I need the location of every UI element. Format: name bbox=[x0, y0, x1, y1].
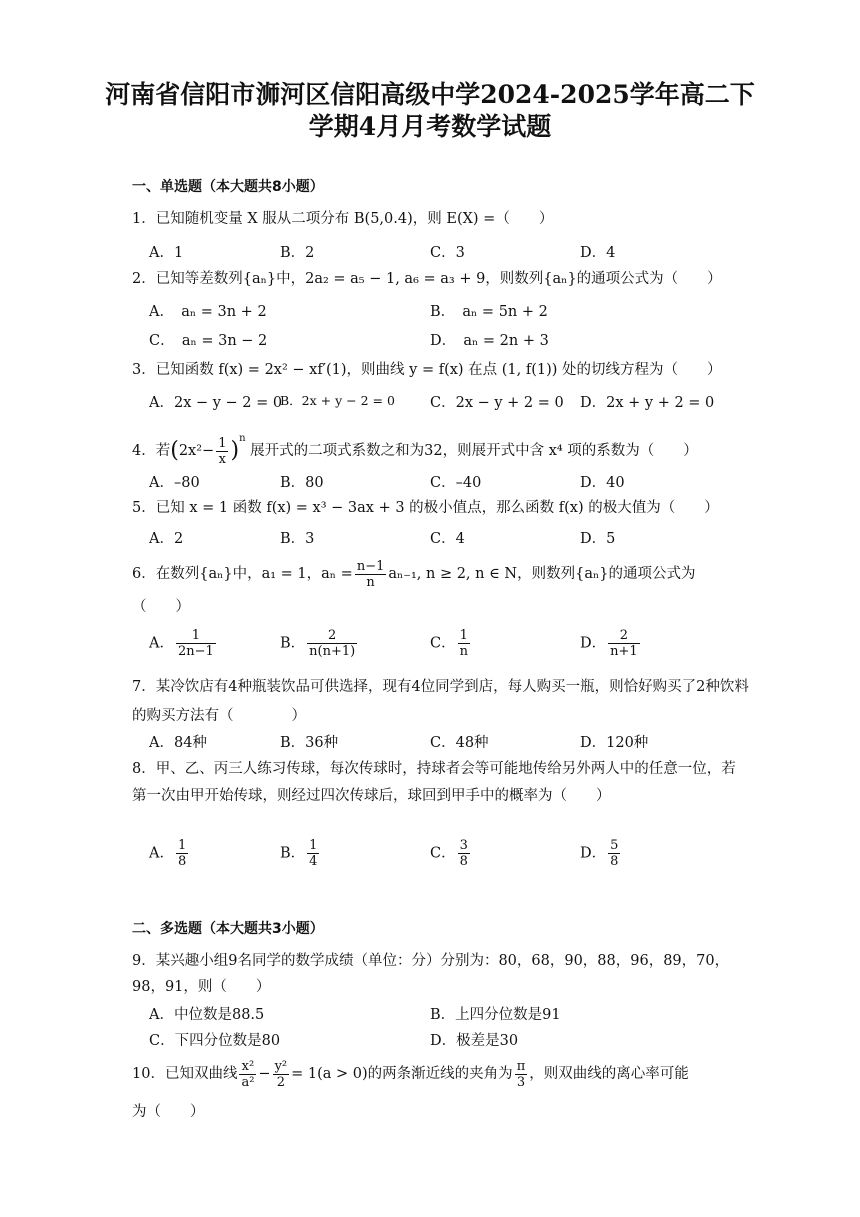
question-number: 10． bbox=[132, 1066, 165, 1082]
q8-option-c-fraction: $\frac{3}{8}$ bbox=[459, 838, 468, 869]
q8-option-b: B． $\frac{1}{4}$ bbox=[280, 838, 318, 869]
question-stem: 已知函数 f(x) = 2x² − xf′(1)，则曲线 y = f(x) 在点 (1, f(1)) 处的切线方程为（ ） bbox=[155, 362, 722, 378]
question-stem-prefix: 若 bbox=[155, 443, 171, 459]
q4-option-d: D．40 bbox=[580, 475, 625, 491]
q3-option-c: C．2x − y + 2 = 0 bbox=[430, 395, 564, 411]
question-10-continuation: 为（ ） bbox=[132, 1104, 205, 1120]
question-stem: 已知随机变量 X 服从二项分布 B(5,0.4)，则 E(X) =（ ） bbox=[155, 211, 554, 227]
question-1 bbox=[132, 208, 750, 230]
q9-option-a: A．中位数是88.5 bbox=[149, 1007, 265, 1023]
question-stem: 某冷饮店有4种瓶装饮品可供选择，现有4位同学到店，每人购买一瓶，则恰好购买了2种饮料的购买方法有（ ） bbox=[132, 679, 749, 724]
question-number: 1． bbox=[132, 211, 156, 227]
q4-option-b: B．80 bbox=[280, 475, 324, 491]
question-stem: aₙ₋₁, n ≥ 2, n ∈ N，则数列{aₙ}的通项公式为 bbox=[388, 566, 696, 582]
q6-option-c: C． $\frac{1}{n}$ bbox=[430, 628, 468, 659]
q7-option-a: A．84种 bbox=[149, 735, 207, 751]
q2-option-c: C． aₙ = 3n − 2 bbox=[149, 333, 268, 349]
question-stem: = 1(a > 0)的两条渐近线的夹角为 bbox=[291, 1066, 513, 1082]
q2-option-a: A． aₙ = 3n + 2 bbox=[149, 304, 267, 320]
q8-option-b-fraction: $\frac{1}{4}$ bbox=[309, 838, 318, 869]
q8-option-a-fraction: $\frac{1}{8}$ bbox=[177, 838, 187, 869]
question-number: 9． bbox=[132, 953, 156, 969]
question-number: 5． bbox=[132, 500, 156, 516]
question-3 bbox=[132, 359, 750, 381]
q3-option-b: B．2x + y − 2 = 0 bbox=[280, 393, 395, 408]
q8-option-d-fraction: $\frac{5}{8}$ bbox=[610, 838, 619, 869]
question-number: 7． bbox=[132, 679, 156, 695]
q5-option-b: B．3 bbox=[280, 531, 315, 547]
q1-option-b: B．2 bbox=[280, 245, 315, 261]
question-stem-prefix: 在数列{aₙ}中，a₁ = 1，aₙ = bbox=[155, 566, 353, 582]
fraction-pi-over-3: $\frac{\pi}{3}$ bbox=[516, 1058, 526, 1090]
question-number: 3． bbox=[132, 362, 156, 378]
question-8 bbox=[132, 756, 750, 810]
question-number: 6． bbox=[132, 566, 156, 582]
question-stem-prefix: 已知双曲线 bbox=[164, 1066, 238, 1082]
paren-open: ( bbox=[170, 438, 179, 463]
section-heading-multiple-choice: 二、多选题（本大题共3小题） bbox=[132, 921, 324, 937]
question-number: 2． bbox=[132, 271, 156, 287]
question-number: 8． bbox=[132, 761, 156, 777]
question-6-bracket: （ ） bbox=[132, 599, 190, 615]
q9-option-d: D．极差是30 bbox=[430, 1033, 519, 1049]
question-5 bbox=[132, 497, 750, 519]
question-stem: 展开式的二项式系数之和为32，则展开式中含 x⁴ 项的系数为（ ） bbox=[250, 443, 698, 459]
fraction-y2-over-2: $\frac{\text{y²}}{2}$ bbox=[274, 1058, 288, 1090]
question-9 bbox=[132, 948, 750, 1000]
q9-option-c: C．下四分位数是80 bbox=[149, 1033, 281, 1049]
question-stem: 甲、乙、丙三人练习传球，每次传球时，持球者会等可能地传给另外两人中的任意一位，若第一次由甲开始传球，则经过四次传球后，球回到甲手中的概率为（ ） bbox=[132, 761, 736, 804]
question-stem-suffix: ，则双曲线的离心率可能 bbox=[529, 1066, 689, 1082]
q8-option-a: A． $\frac{1}{8}$ bbox=[149, 838, 187, 869]
q7-option-d: D．120种 bbox=[580, 735, 649, 751]
q2-option-d: D． aₙ = 2n + 3 bbox=[430, 333, 549, 349]
q8-option-d: D． $\frac{5}{8}$ bbox=[580, 838, 619, 869]
q3-option-d: D．2x + y + 2 = 0 bbox=[580, 395, 715, 411]
q6-option-b: B． $\frac{2}{n(n+1)}$ bbox=[280, 628, 356, 659]
fraction-x2-over-a2: $\frac{\text{x²}}{\text{a²}}$ bbox=[241, 1058, 255, 1090]
q5-option-d: D．5 bbox=[580, 531, 616, 547]
document-title-line2: 学期4月月考数学试题 bbox=[308, 112, 552, 141]
question-stem: 某兴趣小组9名同学的数学成绩（单位：分）分别为：80，68，90，88，96，89，70，98，91，则（ ） bbox=[132, 953, 730, 995]
question-10: 10．已知双曲线 $\frac{\text{x²}}{\text{a²}}$ − $\frac{\text{y²}}{2}$ = 1(a > 0)的两条渐近线的夹角为 $\frac{\pi}{3}$ ，则双曲线的离心率可能 bbox=[132, 1058, 689, 1090]
q1-option-c: C．3 bbox=[430, 245, 465, 261]
q6-option-c-fraction: $\frac{1}{n}$ bbox=[459, 628, 468, 659]
q5-option-a: A．2 bbox=[149, 531, 184, 547]
paren-close: ) bbox=[230, 438, 240, 463]
q3-option-a: A．2x − y − 2 = 0 bbox=[149, 395, 283, 411]
q1-option-d: D．4 bbox=[580, 245, 616, 261]
question-stem: 已知 x = 1 函数 f(x) = x³ − 3ax + 3 的极小值点，那么函数 f(x) 的极大值为（ ） bbox=[155, 500, 719, 516]
q7-option-c: C．48种 bbox=[430, 735, 489, 751]
q8-option-c: C． $\frac{3}{8}$ bbox=[430, 838, 468, 869]
document-title-line1: 河南省信阳市浉河区信阳高级中学2024-2025学年高二下 bbox=[105, 80, 755, 109]
q9-option-b: B．上四分位数是91 bbox=[430, 1007, 561, 1023]
fraction-recurrence: $\frac{n-1}{n}$ bbox=[356, 558, 385, 590]
q5-option-c: C．4 bbox=[430, 531, 465, 547]
q4-option-c: C．–40 bbox=[430, 475, 482, 491]
q6-option-d-fraction: $\frac{2}{n+1}$ bbox=[610, 628, 638, 659]
section-heading-single-choice: 一、单选题（本大题共8小题） bbox=[132, 179, 324, 195]
q7-option-b: B．36种 bbox=[280, 735, 339, 751]
q1-option-a: A．1 bbox=[149, 245, 184, 261]
q2-option-b: B． aₙ = 5n + 2 bbox=[430, 304, 548, 320]
q6-option-a: A． $\frac{1}{2n-1}$ bbox=[149, 628, 214, 659]
question-number: 4． bbox=[132, 443, 156, 459]
fraction-1-over-x: $\frac{1}{x}$ bbox=[218, 435, 227, 467]
question-stem: 已知等差数列{aₙ}中，2a₂ = a₅ − 1, a₆ = a₃ + 9，则数列{aₙ}的通项公式为（ ） bbox=[155, 271, 722, 287]
question-4: 4．若(2x²− $\frac{1}{x}$ )$^n$ 展开式的二项式系数之和为32，则展开式中含 x⁴ 项的系数为（ ） bbox=[132, 433, 698, 467]
q6-option-a-fraction: $\frac{1}{2n-1}$ bbox=[177, 628, 214, 659]
q6-option-b-fraction: $\frac{2}{n(n+1)}$ bbox=[309, 628, 356, 659]
q6-option-d: D． $\frac{2}{n+1}$ bbox=[580, 628, 638, 659]
question-6 bbox=[132, 557, 750, 591]
question-2 bbox=[132, 268, 750, 290]
q4-option-a: A．–80 bbox=[149, 475, 200, 491]
question-7 bbox=[132, 673, 750, 731]
